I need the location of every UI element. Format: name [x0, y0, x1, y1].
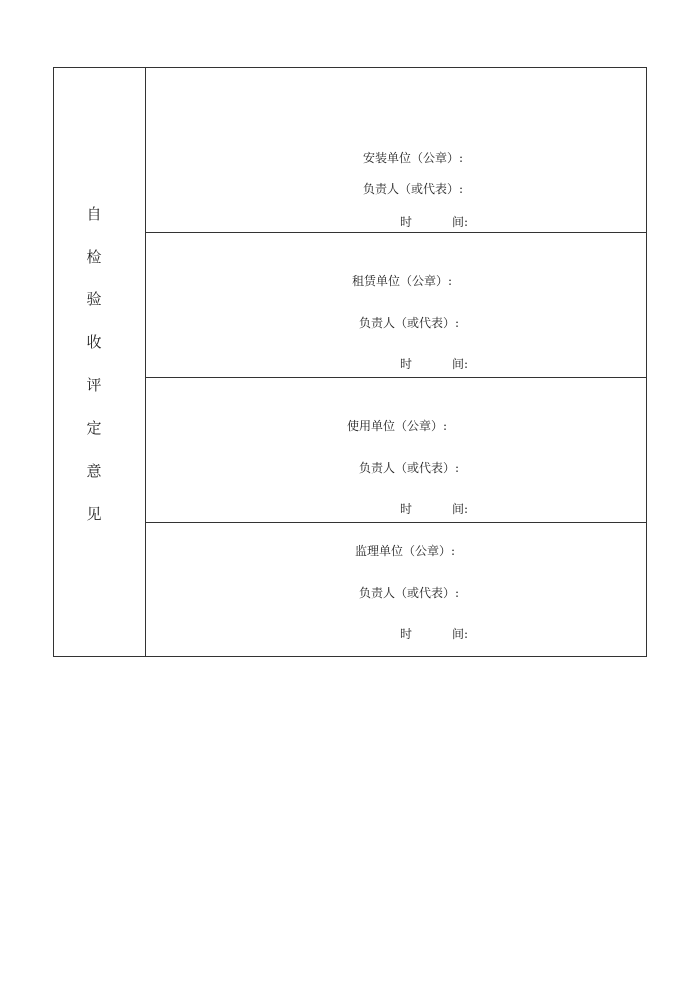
- responsible-person-label: 负责人（或代表）:: [359, 586, 460, 600]
- time-label-char: 间:: [452, 502, 469, 516]
- user-unit-section: [146, 378, 646, 523]
- installation-unit-section: [146, 68, 646, 233]
- responsible-person-label: 负责人（或代表）:: [363, 182, 464, 196]
- evaluation-label-cell: [54, 68, 146, 656]
- unit-seal-label: 安装单位（公章）:: [363, 151, 464, 165]
- vertical-label-char: 收: [86, 333, 102, 351]
- time-label-char: 间:: [452, 627, 469, 641]
- vertical-label-char: 自: [86, 205, 102, 223]
- evaluation-form-table: [53, 67, 647, 657]
- unit-seal-label: 监理单位（公章）:: [355, 544, 456, 558]
- vertical-label-char: 定: [86, 419, 102, 437]
- time-label-char: 时: [400, 357, 413, 371]
- time-label-char: 间:: [452, 215, 469, 229]
- time-label-char: 间:: [452, 357, 469, 371]
- time-label-char: 时: [400, 215, 413, 229]
- vertical-label-char: 验: [86, 290, 102, 308]
- responsible-person-label: 负责人（或代表）:: [359, 461, 460, 475]
- vertical-label-char: 检: [86, 248, 102, 266]
- time-label-char: 时: [400, 627, 413, 641]
- vertical-label-char: 意: [86, 462, 102, 480]
- vertical-label-char: 评: [86, 376, 102, 394]
- vertical-label-char: 见: [86, 505, 102, 523]
- rental-unit-section: [146, 233, 646, 378]
- responsible-person-label: 负责人（或代表）:: [359, 316, 460, 330]
- signature-column: [146, 68, 646, 656]
- supervision-unit-section: [146, 523, 646, 657]
- time-label-char: 时: [400, 502, 413, 516]
- unit-seal-label: 租赁单位（公章）:: [352, 274, 453, 288]
- unit-seal-label: 使用单位（公章）:: [347, 419, 448, 433]
